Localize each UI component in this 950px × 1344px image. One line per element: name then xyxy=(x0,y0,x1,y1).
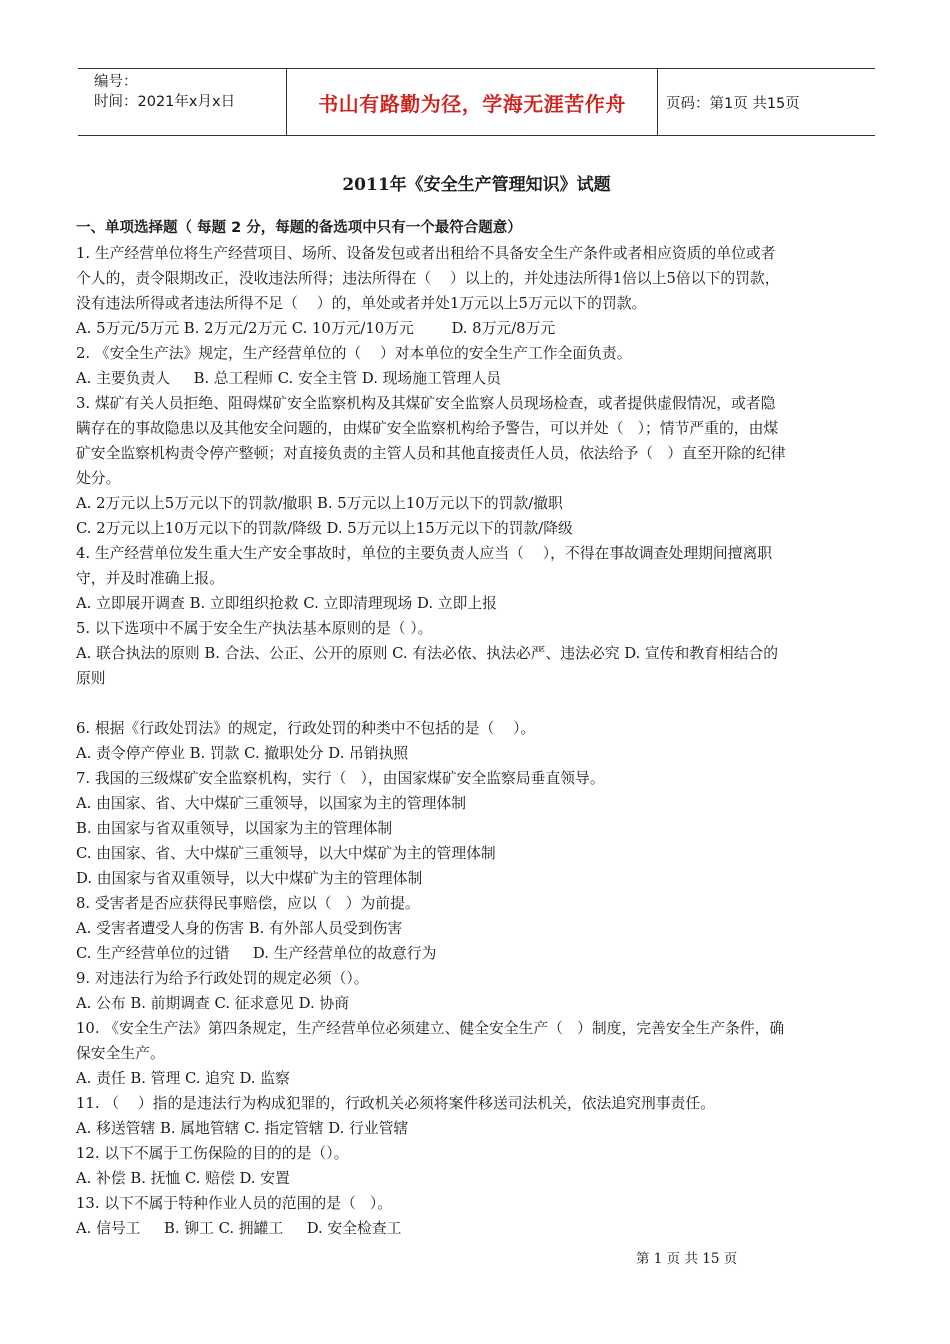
text-line: 13. 以下不属于特种作业人员的范围的是（ ）。 xyxy=(76,1195,393,1212)
text-line: C. 2万元以上10万元以下的罚款/降级 D. 5万元以上15万元以下的罚款/降级 xyxy=(76,520,573,537)
text-line: 保安全生产。 xyxy=(76,1045,165,1062)
text-line: A. 补偿 B. 抚恤 C. 赔偿 D. 安置 xyxy=(76,1170,290,1187)
text-line: A. 信号工 B. 铆工 C. 拥罐工 D. 安全检查工 xyxy=(76,1220,402,1237)
text-line: 12. 以下不属于工伤保险的目的的是（）。 xyxy=(76,1145,349,1162)
text-line: 个人的，责令限期改正，没收违法所得；违法所得在（ ）以上的，并处违法所得1倍以上5倍以下的罚款， xyxy=(76,270,780,287)
question-list xyxy=(76,241,884,1241)
text-line: A. 主要负责人 B. 总工程师 C. 安全主管 D. 现场施工管理人员 xyxy=(76,370,501,387)
text-line: A. 2万元以上5万元以下的罚款/撤职 B. 5万元以上10万元以下的罚款/撤职 xyxy=(76,495,563,512)
text-line: 1. 生产经营单位将生产经营项目、场所、设备发包或者出租给不具备安全生产条件或者相应资质的单位或者 xyxy=(76,245,776,262)
text-line: C. 生产经营单位的过错 D. 生产经营单位的故意行为 xyxy=(76,945,437,962)
blank-line xyxy=(76,691,884,716)
text-line: A. 受害者遭受人身的伤害 B. 有外部人员受到伤害 xyxy=(76,920,403,937)
text-line: A. 由国家、省、大中煤矿三重领导，以国家为主的管理体制 xyxy=(76,795,467,812)
text-line: 9. 对违法行为给予行政处罚的规定必须（）。 xyxy=(76,970,369,987)
header-info xyxy=(78,69,286,135)
text-line: 7. 我国的三级煤矿安全监察机构，实行（ ），由国家煤矿安全监察局垂直领导。 xyxy=(76,770,605,787)
header-motto: 书山有路勤为径，学海无涯苦作舟 xyxy=(286,69,658,135)
text-line: 没有违法所得或者违法所得不足（ ）的，单处或者并处1万元以上5万元以下的罚款。 xyxy=(76,295,647,312)
text-line: 2. 《安全生产法》规定，生产经营单位的（ ）对本单位的安全生产工作全面负责。 xyxy=(76,345,632,362)
text-line: D. 由国家与省双重领导，以大中煤矿为主的管理体制 xyxy=(76,870,423,887)
text-line: 矿安全监察机构责令停产整顿；对直接负责的主管人员和其他直接责任人员，依法给予（ ）直至开除的纪律 xyxy=(76,445,786,462)
document-title: 2011年《安全生产管理知识》试题 xyxy=(342,175,611,195)
text-line: A. 5万元/5万元 B. 2万元/2万元 C. 10万元/10万元 D. 8万元/8万元 xyxy=(76,320,556,337)
text-line: B. 由国家与省双重领导，以国家为主的管理体制 xyxy=(76,820,393,837)
text-line: 5. 以下选项中不属于安全生产执法基本原则的是（ ）。 xyxy=(76,620,433,637)
document-time-label: 时间：2021年x月x日 xyxy=(94,94,236,110)
text-line: C. 由国家、省、大中煤矿三重领导，以大中煤矿为主的管理体制 xyxy=(76,845,496,862)
document-body xyxy=(76,216,884,1241)
text-line: 守，并及时准确上报。 xyxy=(76,570,224,587)
text-line: A. 联合执法的原则 B. 合法、公正、公开的原则 C. 有法必依、执法必严、违法必究 D. 宣传和教育相结合的 xyxy=(76,645,779,662)
text-line: A. 立即展开调查 B. 立即组织抢救 C. 立即清理现场 D. 立即上报 xyxy=(76,595,497,612)
document-number-label: 编号： xyxy=(94,74,138,90)
text-line: 3. 煤矿有关人员拒绝、阻碍煤矿安全监察机构及其煤矿安全监察人员现场检查，或者提供虚假情况，或者隐 xyxy=(76,395,776,412)
text-line: A. 责任 B. 管理 C. 追究 D. 监察 xyxy=(76,1070,290,1087)
page-footer: 第 1 页 共 15 页 xyxy=(636,1251,738,1267)
text-line: 4. 生产经营单位发生重大生产安全事故时，单位的主要负责人应当（ ），不得在事故调查处理期间擅离职 xyxy=(76,545,773,562)
text-line: 瞒存在的事故隐患以及其他安全问题的，由煤矿安全监察机构给予警告，可以并处（ ）；情节严重的，由煤 xyxy=(76,420,779,437)
text-line: A. 公布 B. 前期调查 C. 征求意见 D. 协商 xyxy=(76,995,349,1012)
text-line: 8. 受害者是否应获得民事赔偿，应以（ ）为前提。 xyxy=(76,895,420,912)
section-heading: 一、单项选择题（ 每题 2 分，每题的备选项中只有一个最符合题意） xyxy=(76,220,522,236)
text-line: 6. 根据《行政处罚法》的规定，行政处罚的种类中不包括的是（ ）。 xyxy=(76,720,536,737)
text-line: 11. （ ）指的是违法行为构成犯罪的，行政机关必须将案件移送司法机关，依法追究刑事责任。 xyxy=(76,1095,715,1112)
text-line: 原则 xyxy=(76,670,106,687)
text-line: 处分。 xyxy=(76,470,121,487)
text-line: 10. 《安全生产法》第四条规定，生产经营单位必须建立、健全安全生产（ ）制度，完善安全生产条件，确 xyxy=(76,1020,785,1037)
header-page-label: 页码：第1页 共15页 xyxy=(666,95,800,112)
text-line: A. 移送管辖 B. 属地管辖 C. 指定管辖 D. 行业管辖 xyxy=(76,1120,409,1137)
text-line: A. 责令停产停业 B. 罚款 C. 撤职处分 D. 吊销执照 xyxy=(76,745,409,762)
header-table xyxy=(78,68,875,136)
